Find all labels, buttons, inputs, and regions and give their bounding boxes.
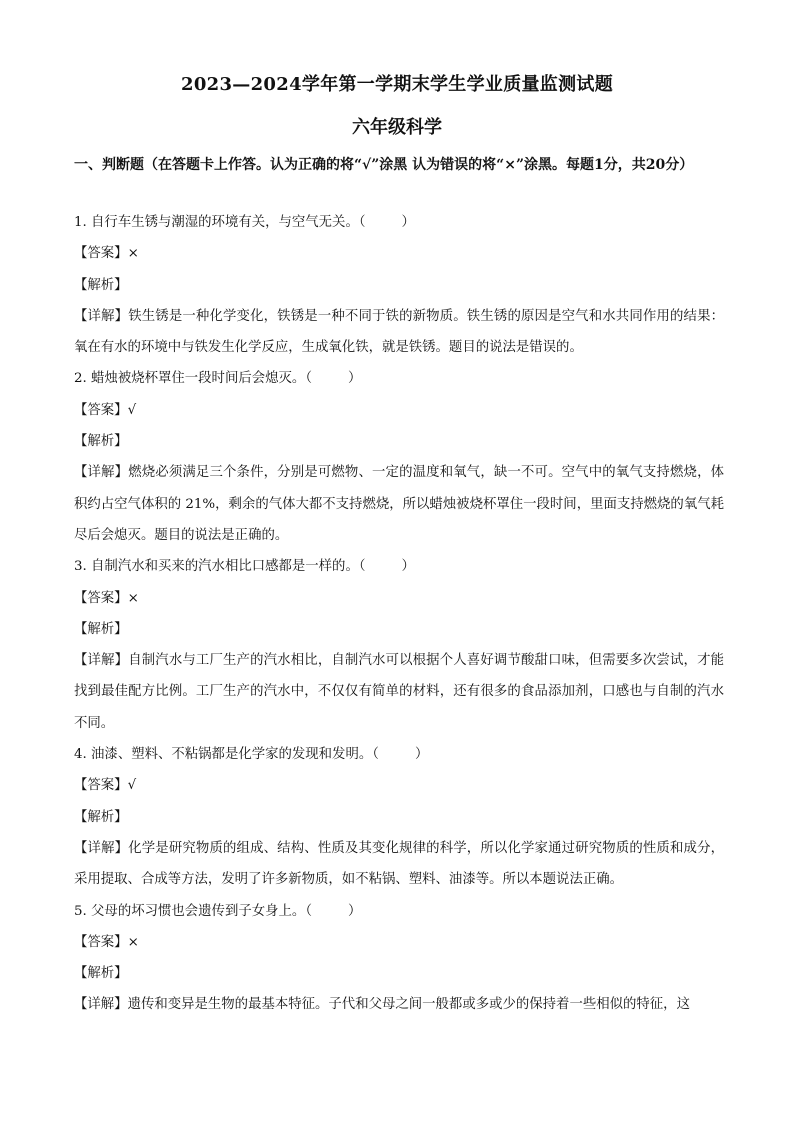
question-stem: 5. 父母的坏习惯也会遗传到子女身上。（ ） bbox=[74, 903, 362, 919]
question-stem: 4. 油漆、塑料、不粘锅都是化学家的发现和发明。（ ） bbox=[74, 747, 429, 763]
page-subtitle: 六年级科学 bbox=[352, 117, 442, 138]
answer-label: 【答案】 bbox=[74, 402, 128, 418]
question-item bbox=[74, 207, 724, 363]
answer-line bbox=[74, 238, 724, 269]
page-title: 2023—2024学年第一学期末学生学业质量监测试题 bbox=[181, 74, 613, 95]
section-heading: 一、判断题（在答题卡上作答。认为正确的将“√”涂黑 认为错误的将“×”涂黑。每题1分，共20分） bbox=[74, 157, 694, 173]
detail-label: 【详解】 bbox=[74, 997, 128, 1013]
analysis-label: 【解析】 bbox=[74, 277, 128, 293]
answer-value: √ bbox=[127, 402, 137, 418]
detail-text: 燃烧必须满足三个条件，分别是可燃物、一定的温度和氧气，缺一不可。空气中的氧气支持燃烧，体积约占空气体积的 21%，剩余的气体大都不支持燃烧，所以蜡烛被烧杯罩住一段时间，里面支持燃烧的氧气耗尽后会熄灭。题目的说法是正确的。 bbox=[74, 465, 725, 543]
detail-label: 【详解】 bbox=[74, 840, 129, 856]
detail-paragraph bbox=[74, 833, 724, 896]
detail-paragraph bbox=[74, 645, 724, 739]
detail-label: 【详解】 bbox=[74, 308, 129, 324]
analysis-label: 【解析】 bbox=[74, 434, 128, 450]
answer-line bbox=[74, 770, 724, 801]
detail-paragraph bbox=[74, 457, 724, 551]
question-item bbox=[74, 896, 724, 1021]
detail-text: 铁生锈是一种化学变化，铁锈是一种不同于铁的新物质。铁生锈的原因是空气和水共同作用的结果：氧在有水的环境中与铁发生化学反应，生成氧化铁，就是铁锈。题目的说法是错误的。 bbox=[74, 308, 725, 356]
answer-value: √ bbox=[127, 778, 137, 794]
question-item bbox=[74, 551, 724, 739]
detail-text: 自制汽水与工厂生产的汽水相比，自制汽水可以根据个人喜好调节酸甜口味，但需要多次尝试，才能找到最佳配方比例。工厂生产的汽水中，不仅仅有简单的材料，还有很多的食品添加剂，口感也与自制的汽水不同。 bbox=[74, 653, 725, 731]
question-list bbox=[74, 207, 724, 1021]
detail-label: 【详解】 bbox=[74, 653, 129, 669]
answer-label: 【答案】 bbox=[74, 934, 128, 950]
detail-paragraph bbox=[74, 301, 724, 364]
answer-line bbox=[74, 395, 724, 426]
answer-value: × bbox=[127, 246, 139, 262]
question-item bbox=[74, 363, 724, 551]
question-stem: 3. 自制汽水和买来的汽水相比口感都是一样的。（ ） bbox=[74, 559, 415, 575]
answer-label: 【答案】 bbox=[74, 590, 128, 606]
answer-label: 【答案】 bbox=[74, 778, 128, 794]
detail-label: 【详解】 bbox=[74, 465, 129, 481]
answer-line bbox=[74, 583, 724, 614]
detail-text: 化学是研究物质的组成、结构、性质及其变化规律的科学，所以化学家通过研究物质的性质和成分，采用提取、合成等方法，发明了许多新物质，如不粘锅、塑料、油漆等。所以本题说法正确。 bbox=[74, 840, 725, 888]
detail-text: 遗传和变异是生物的最基本特征。子代和父母之间一般都或多或少的保持着一些相似的特征，这 bbox=[127, 997, 690, 1013]
question-stem: 2. 蜡烛被烧杯罩住一段时间后会熄灭。（ ） bbox=[74, 371, 362, 387]
answer-line bbox=[74, 927, 724, 958]
analysis-label: 【解析】 bbox=[74, 966, 128, 982]
question-stem: 1. 自行车生锈与潮湿的环境有关，与空气无关。（ ） bbox=[74, 215, 415, 230]
answer-value: × bbox=[127, 590, 139, 606]
question-item bbox=[74, 739, 724, 895]
analysis-label: 【解析】 bbox=[74, 809, 128, 825]
detail-paragraph bbox=[74, 989, 724, 1020]
answer-value: × bbox=[127, 934, 139, 950]
analysis-label: 【解析】 bbox=[74, 621, 128, 637]
answer-label: 【答案】 bbox=[74, 246, 128, 262]
